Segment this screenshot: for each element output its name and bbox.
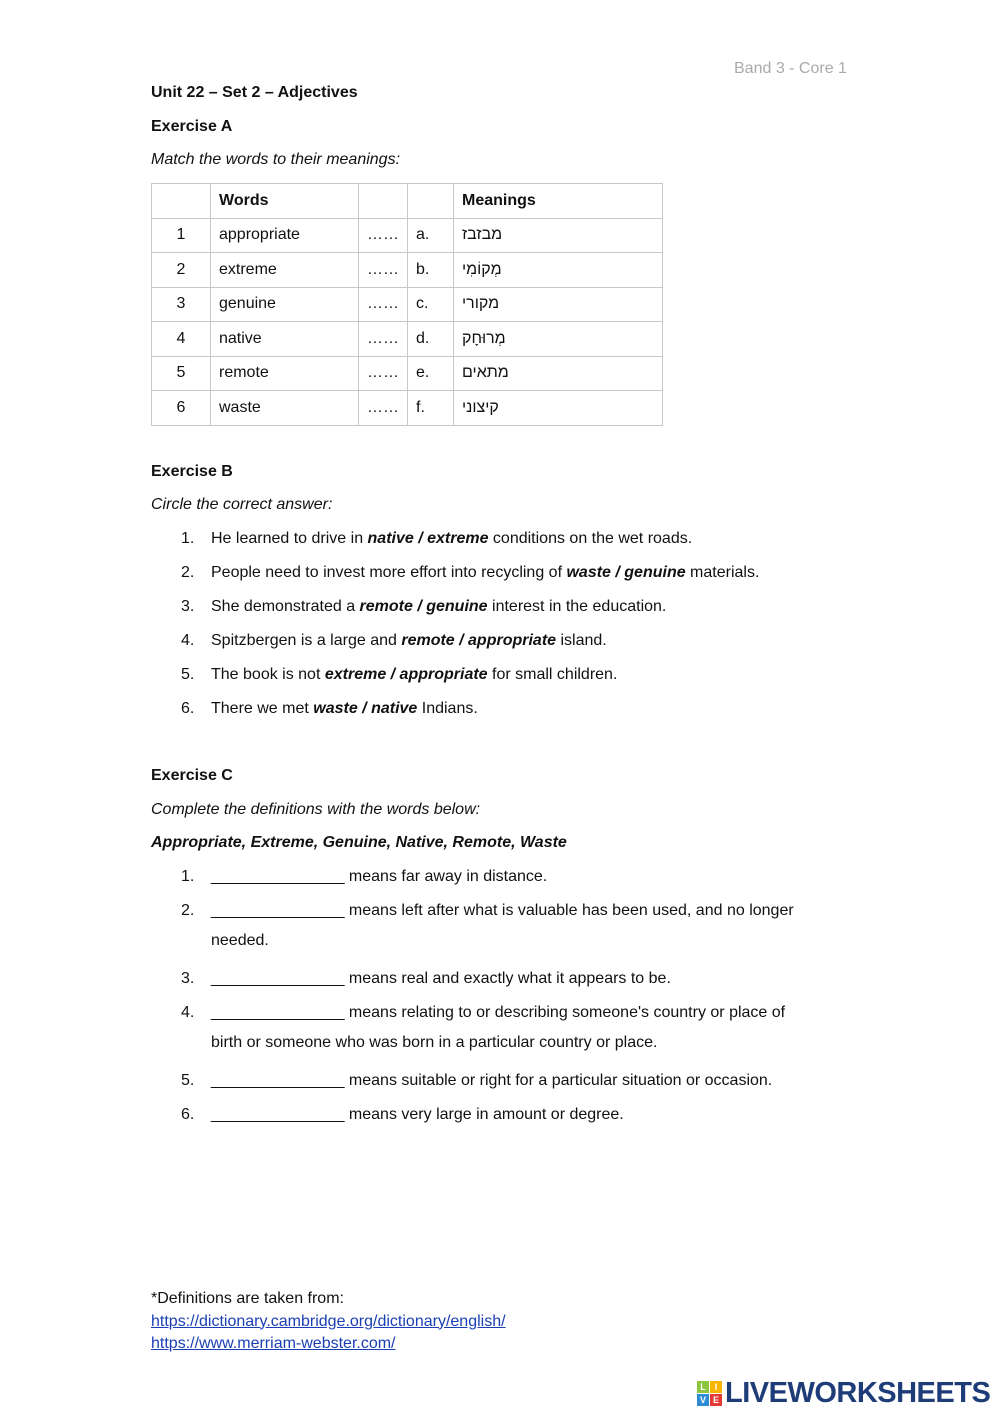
item-number: 3.	[181, 598, 195, 615]
exercise-a-instruction: Match the words to their meanings:	[151, 151, 401, 168]
item-number: 6.	[181, 700, 195, 717]
cambridge-link[interactable]: https://dictionary.cambridge.org/dictionary/english/	[151, 1312, 506, 1330]
liveworksheets-logo	[697, 1377, 990, 1410]
merriam-webster-link[interactable]: https://www.merriam-webster.com/	[151, 1335, 396, 1352]
definition-text: means relating to or describing someone's country or place of	[344, 1004, 786, 1021]
definition-continued: needed.	[211, 932, 269, 949]
item-number: 6.	[181, 1106, 195, 1123]
exercise-b-heading: Exercise B	[151, 463, 233, 480]
row-letter: f.	[408, 391, 454, 426]
answer-blank[interactable]: _______________	[211, 1004, 345, 1021]
row-number: 5	[152, 356, 211, 391]
meaning-text: קיצוני	[462, 398, 499, 416]
row-letter: a.	[408, 218, 454, 253]
sentence-start: Spitzbergen is a large and	[211, 632, 402, 649]
table-row	[152, 287, 663, 322]
answer-options[interactable]: extreme / appropriate	[324, 666, 488, 683]
row-word: waste	[211, 391, 359, 426]
item-number: 1.	[181, 530, 195, 547]
logo-tiles-icon: L I V E	[697, 1381, 722, 1406]
answer-options[interactable]: remote / genuine	[359, 598, 488, 615]
definition-text: means suitable or right for a particular situation or occasion.	[344, 1072, 773, 1089]
exercise-c-instruction: Complete the definitions with the words below:	[151, 801, 481, 818]
sources-note: *Definitions are taken from:	[151, 1290, 344, 1307]
definition-text: means far away in distance.	[344, 868, 548, 885]
meaning-text: מְקוֹמִי	[462, 260, 502, 278]
item-number: 4.	[181, 632, 195, 649]
definition-text: means very large in amount or degree.	[344, 1106, 624, 1123]
item-number: 1.	[181, 868, 195, 885]
sentence-start: There we met	[211, 700, 314, 717]
answer-blank[interactable]: _______________	[211, 970, 345, 987]
sentence-start: The book is not	[211, 666, 325, 683]
answer-options[interactable]: remote / appropriate	[401, 632, 557, 649]
sentence-end: interest in the education.	[487, 598, 667, 615]
sentence-end: for small children.	[487, 666, 618, 683]
sentence-end: Indians.	[417, 700, 478, 717]
item-number: 4.	[181, 1004, 195, 1021]
answer-blank[interactable]: ……	[359, 391, 408, 426]
meaning-text: מתאים	[462, 364, 509, 382]
item-number: 2.	[181, 902, 195, 919]
exercise-a-heading: Exercise A	[151, 118, 233, 135]
answer-blank[interactable]: _______________	[211, 1106, 345, 1123]
sentence-end: island.	[556, 632, 607, 649]
sentence-end: conditions on the wet roads.	[488, 530, 693, 547]
row-number: 3	[152, 287, 211, 322]
table-row	[152, 322, 663, 357]
row-word: extreme	[211, 253, 359, 288]
row-meaning	[454, 391, 663, 426]
item-number: 5.	[181, 666, 195, 683]
row-meaning	[454, 356, 663, 391]
item-number: 2.	[181, 564, 195, 581]
answer-blank[interactable]: _______________	[211, 1072, 345, 1089]
answer-blank[interactable]: ……	[359, 322, 408, 357]
col-words: Words	[211, 184, 359, 219]
row-word: appropriate	[211, 218, 359, 253]
item-number: 5.	[181, 1072, 195, 1089]
table-row	[152, 356, 663, 391]
answer-blank[interactable]: ……	[359, 253, 408, 288]
sentence-end: materials.	[685, 564, 760, 581]
table-row	[152, 218, 663, 253]
row-letter: c.	[408, 287, 454, 322]
answer-blank[interactable]: _______________	[211, 868, 345, 885]
footer-sources	[151, 1288, 506, 1356]
meaning-text: מבזבז	[462, 226, 503, 244]
row-meaning	[454, 253, 663, 288]
matching-table	[151, 183, 663, 426]
answer-blank[interactable]: ……	[359, 287, 408, 322]
row-meaning	[454, 287, 663, 322]
row-letter: e.	[408, 356, 454, 391]
item-number: 3.	[181, 970, 195, 987]
exercise-c-heading: Exercise C	[151, 767, 233, 784]
meaning-text: מְרוּחָק	[462, 329, 506, 347]
table-row	[152, 253, 663, 288]
row-letter: b.	[408, 253, 454, 288]
table-header-row	[152, 184, 663, 219]
definition-text: means real and exactly what it appears to be.	[344, 970, 671, 987]
answer-options[interactable]: waste / native	[313, 700, 418, 717]
header-band: Band 3 - Core 1	[734, 60, 847, 77]
definition-text: means left after what is valuable has been used, and no longer	[344, 902, 794, 919]
page-title: Unit 22 – Set 2 – Adjectives	[151, 84, 358, 101]
answer-blank[interactable]: ……	[359, 218, 408, 253]
sentence-start: She demonstrated a	[211, 598, 360, 615]
answer-blank[interactable]: ……	[359, 356, 408, 391]
sentence-start: He learned to drive in	[211, 530, 368, 547]
answer-options[interactable]: native / extreme	[367, 530, 489, 547]
row-number: 2	[152, 253, 211, 288]
logo-text: LIVEWORKSHEETS	[725, 1377, 991, 1409]
row-word: genuine	[211, 287, 359, 322]
answer-blank[interactable]: _______________	[211, 902, 345, 919]
row-meaning	[454, 322, 663, 357]
definition-continued: birth or someone who was born in a particular country or place.	[211, 1034, 658, 1051]
row-number: 1	[152, 218, 211, 253]
answer-options[interactable]: waste / genuine	[566, 564, 686, 581]
row-word: native	[211, 322, 359, 357]
row-letter: d.	[408, 322, 454, 357]
exercise-b-instruction: Circle the correct answer:	[151, 496, 333, 513]
row-number: 6	[152, 391, 211, 426]
row-number: 4	[152, 322, 211, 357]
row-meaning	[454, 218, 663, 253]
meaning-text: מקורי	[462, 295, 500, 313]
row-word: remote	[211, 356, 359, 391]
word-bank: Appropriate, Extreme, Genuine, Native, Remote, Waste	[151, 834, 567, 851]
col-meanings: Meanings	[454, 184, 663, 219]
sentence-start: People need to invest more effort into recycling of	[211, 564, 567, 581]
table-row	[152, 391, 663, 426]
